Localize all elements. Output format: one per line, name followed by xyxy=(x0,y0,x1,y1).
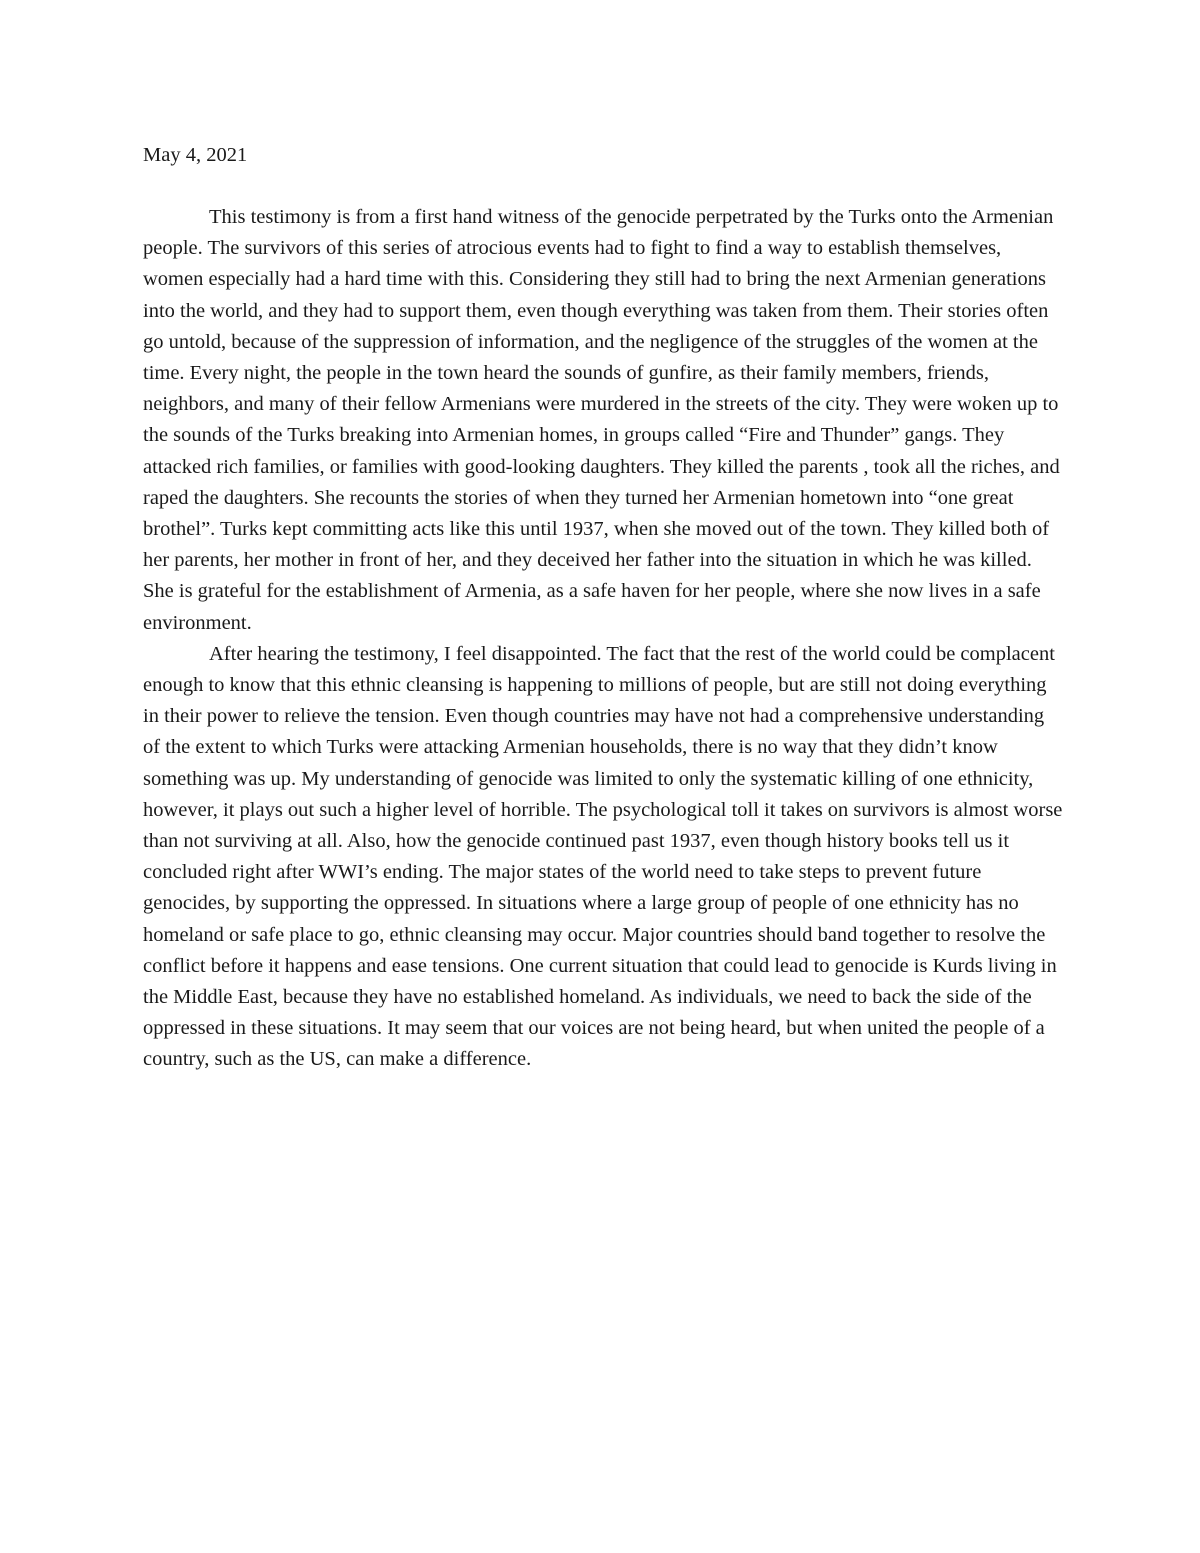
document-date: May 4, 2021 xyxy=(143,144,248,166)
document-body xyxy=(143,202,1063,1076)
paragraph-testimony-summary: This testimony is from a first hand witness of the genocide perpetrated by the Turks onto the Armenian people. The survivors of this series of atrocious events had to fight to find a way to establish themselves, women especially had a hard time with this. Considering they still had to bring the next Armenian generations into the world, and they had to support them, even though everything was taken from them. Their stories often go untold, because of the suppression of information, and the negligence of the struggles of the women at the time. Every night, the people in the town heard the sounds of gunfire, as their family members, friends, neighbors, and many of their fellow Armenians were murdered in the streets of the city. They were woken up to the sounds of the Turks breaking into Armenian homes, in groups called “Fire and Thunder” gangs. They attacked rich families, or families with good-looking daughters. They killed the parents , took all the riches, and raped the daughters. She recounts the stories of when they turned her Armenian hometown into “one great brothel”. Turks kept committing acts like this until 1937, when she moved out of the town. They killed both of her parents, her mother in front of her, and they deceived her father into the situation in which he was killed. She is grateful for the establishment of Armenia, as a safe haven for her people, where she now lives in a safe environment. xyxy=(143,206,1060,634)
paragraph-reflection: After hearing the testimony, I feel disappointed. The fact that the rest of the world could be complacent enough to know that this ethnic cleansing is happening to millions of people, but are still not doing everything in their power to relieve the tension. Even though countries may have not had a comprehensive understanding of the extent to which Turks were attacking Armenian households, there is no way that they didn’t know something was up. My understanding of genocide was limited to only the systematic killing of one ethnicity, however, it plays out such a higher level of horrible. The psychological toll it takes on survivors is almost worse than not surviving at all. Also, how the genocide continued past 1937, even though history books tell us it concluded right after WWI’s ending. The major states of the world need to take steps to prevent future genocides, by supporting the oppressed. In situations where a large group of people of one ethnicity has no homeland or safe place to go, ethnic cleansing may occur. Major countries should band together to resolve the conflict before it happens and ease tensions. One current situation that could lead to genocide is Kurds living in the Middle East, because they have no established homeland. As individuals, we need to back the side of the oppressed in these situations. It may seem that our voices are not being heard, but when united the people of a country, such as the US, can make a difference. xyxy=(143,642,1063,1071)
